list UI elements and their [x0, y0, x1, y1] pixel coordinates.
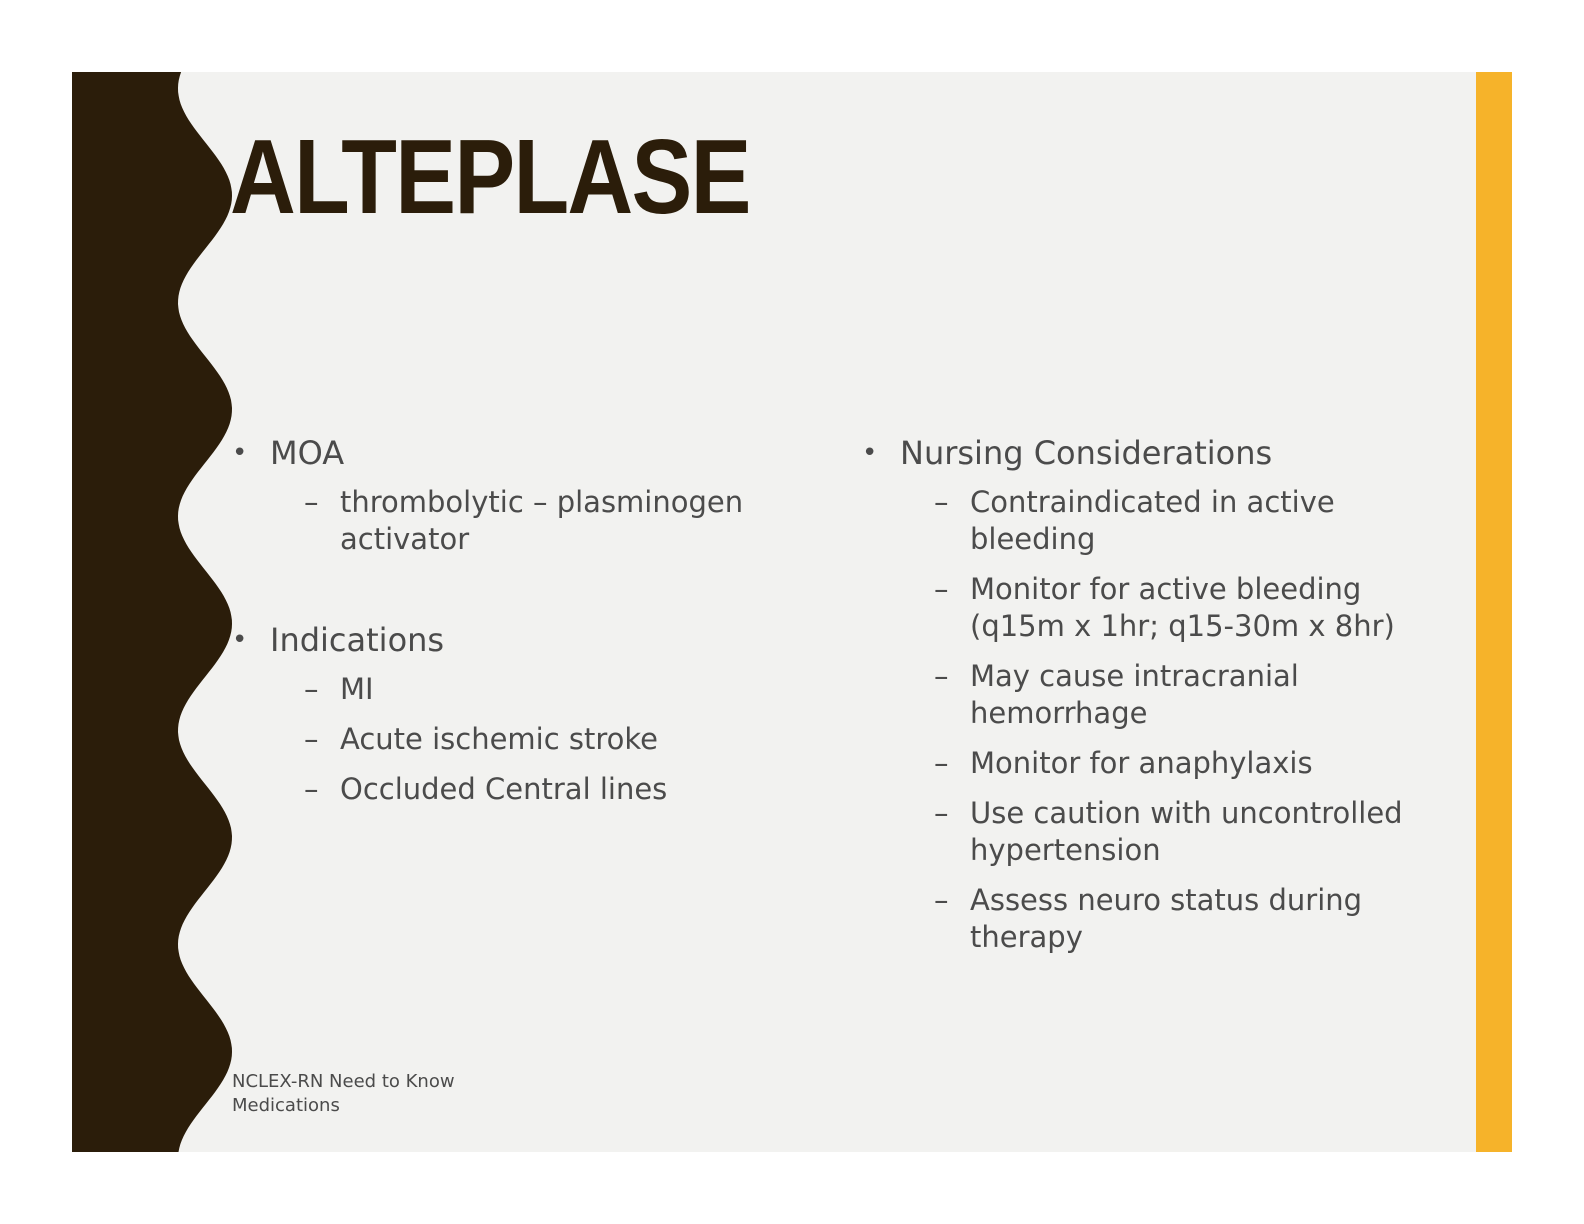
indication-item — [230, 721, 830, 758]
dash-glyph: – — [304, 772, 319, 806]
nursing-item — [860, 571, 1460, 645]
dash-glyph: – — [934, 746, 949, 780]
slide-title: ALTEPLASE — [230, 118, 750, 236]
left-column — [230, 434, 830, 821]
nursing-item — [860, 484, 1460, 558]
dash-glyph: – — [304, 485, 319, 519]
indication-item-text: MI — [340, 672, 374, 706]
dash-glyph: – — [934, 485, 949, 519]
dash-glyph: – — [934, 883, 949, 917]
nursing-item — [860, 795, 1460, 869]
nursing-item — [860, 882, 1460, 956]
indication-item — [230, 671, 830, 708]
moa-sublist — [230, 484, 830, 558]
dash-glyph: – — [304, 722, 319, 756]
dash-glyph: – — [934, 659, 949, 693]
nursing-item — [860, 658, 1460, 732]
bullet-indications — [230, 621, 830, 659]
indication-item-text: Occluded Central lines — [340, 772, 668, 806]
slide-footer — [232, 1070, 455, 1118]
indication-item-text: Acute ischemic stroke — [340, 722, 658, 756]
bullet-moa — [230, 434, 830, 472]
dash-glyph: – — [304, 672, 319, 706]
indication-item — [230, 771, 830, 808]
bullet-glyph: • — [862, 438, 878, 468]
slide — [72, 72, 1512, 1152]
nursing-item — [860, 745, 1460, 782]
nursing-item-text: Contraindicated in active bleeding — [970, 485, 1335, 556]
bullet-nursing-considerations — [860, 434, 1460, 472]
bullet-glyph: • — [232, 625, 248, 655]
footer-line-1: NCLEX-RN Need to Know — [232, 1071, 455, 1092]
dash-glyph: – — [934, 572, 949, 606]
nursing-item-text: Monitor for active bleeding (q15m x 1hr; q15-30m x 8hr) — [970, 572, 1395, 643]
nursing-item-text: Monitor for anaphylaxis — [970, 746, 1313, 780]
accent-bar — [1476, 72, 1512, 1152]
right-column — [860, 434, 1460, 969]
moa-item — [230, 484, 830, 558]
moa-item-text: thrombolytic – plasminogen activator — [340, 485, 744, 556]
nursing-item-text: May cause intracranial hemorrhage — [970, 659, 1299, 730]
nursing-item-text: Assess neuro status during therapy — [970, 883, 1363, 954]
dash-glyph: – — [934, 796, 949, 830]
nursing-label: Nursing Considerations — [900, 434, 1273, 472]
nursing-item-text: Use caution with uncontrolled hypertension — [970, 796, 1403, 867]
indications-sublist — [230, 671, 830, 808]
indications-label: Indications — [270, 621, 445, 659]
nursing-sublist — [860, 484, 1460, 956]
bullet-glyph: • — [232, 438, 248, 468]
footer-line-2: Medications — [232, 1095, 340, 1116]
moa-label: MOA — [270, 434, 345, 472]
